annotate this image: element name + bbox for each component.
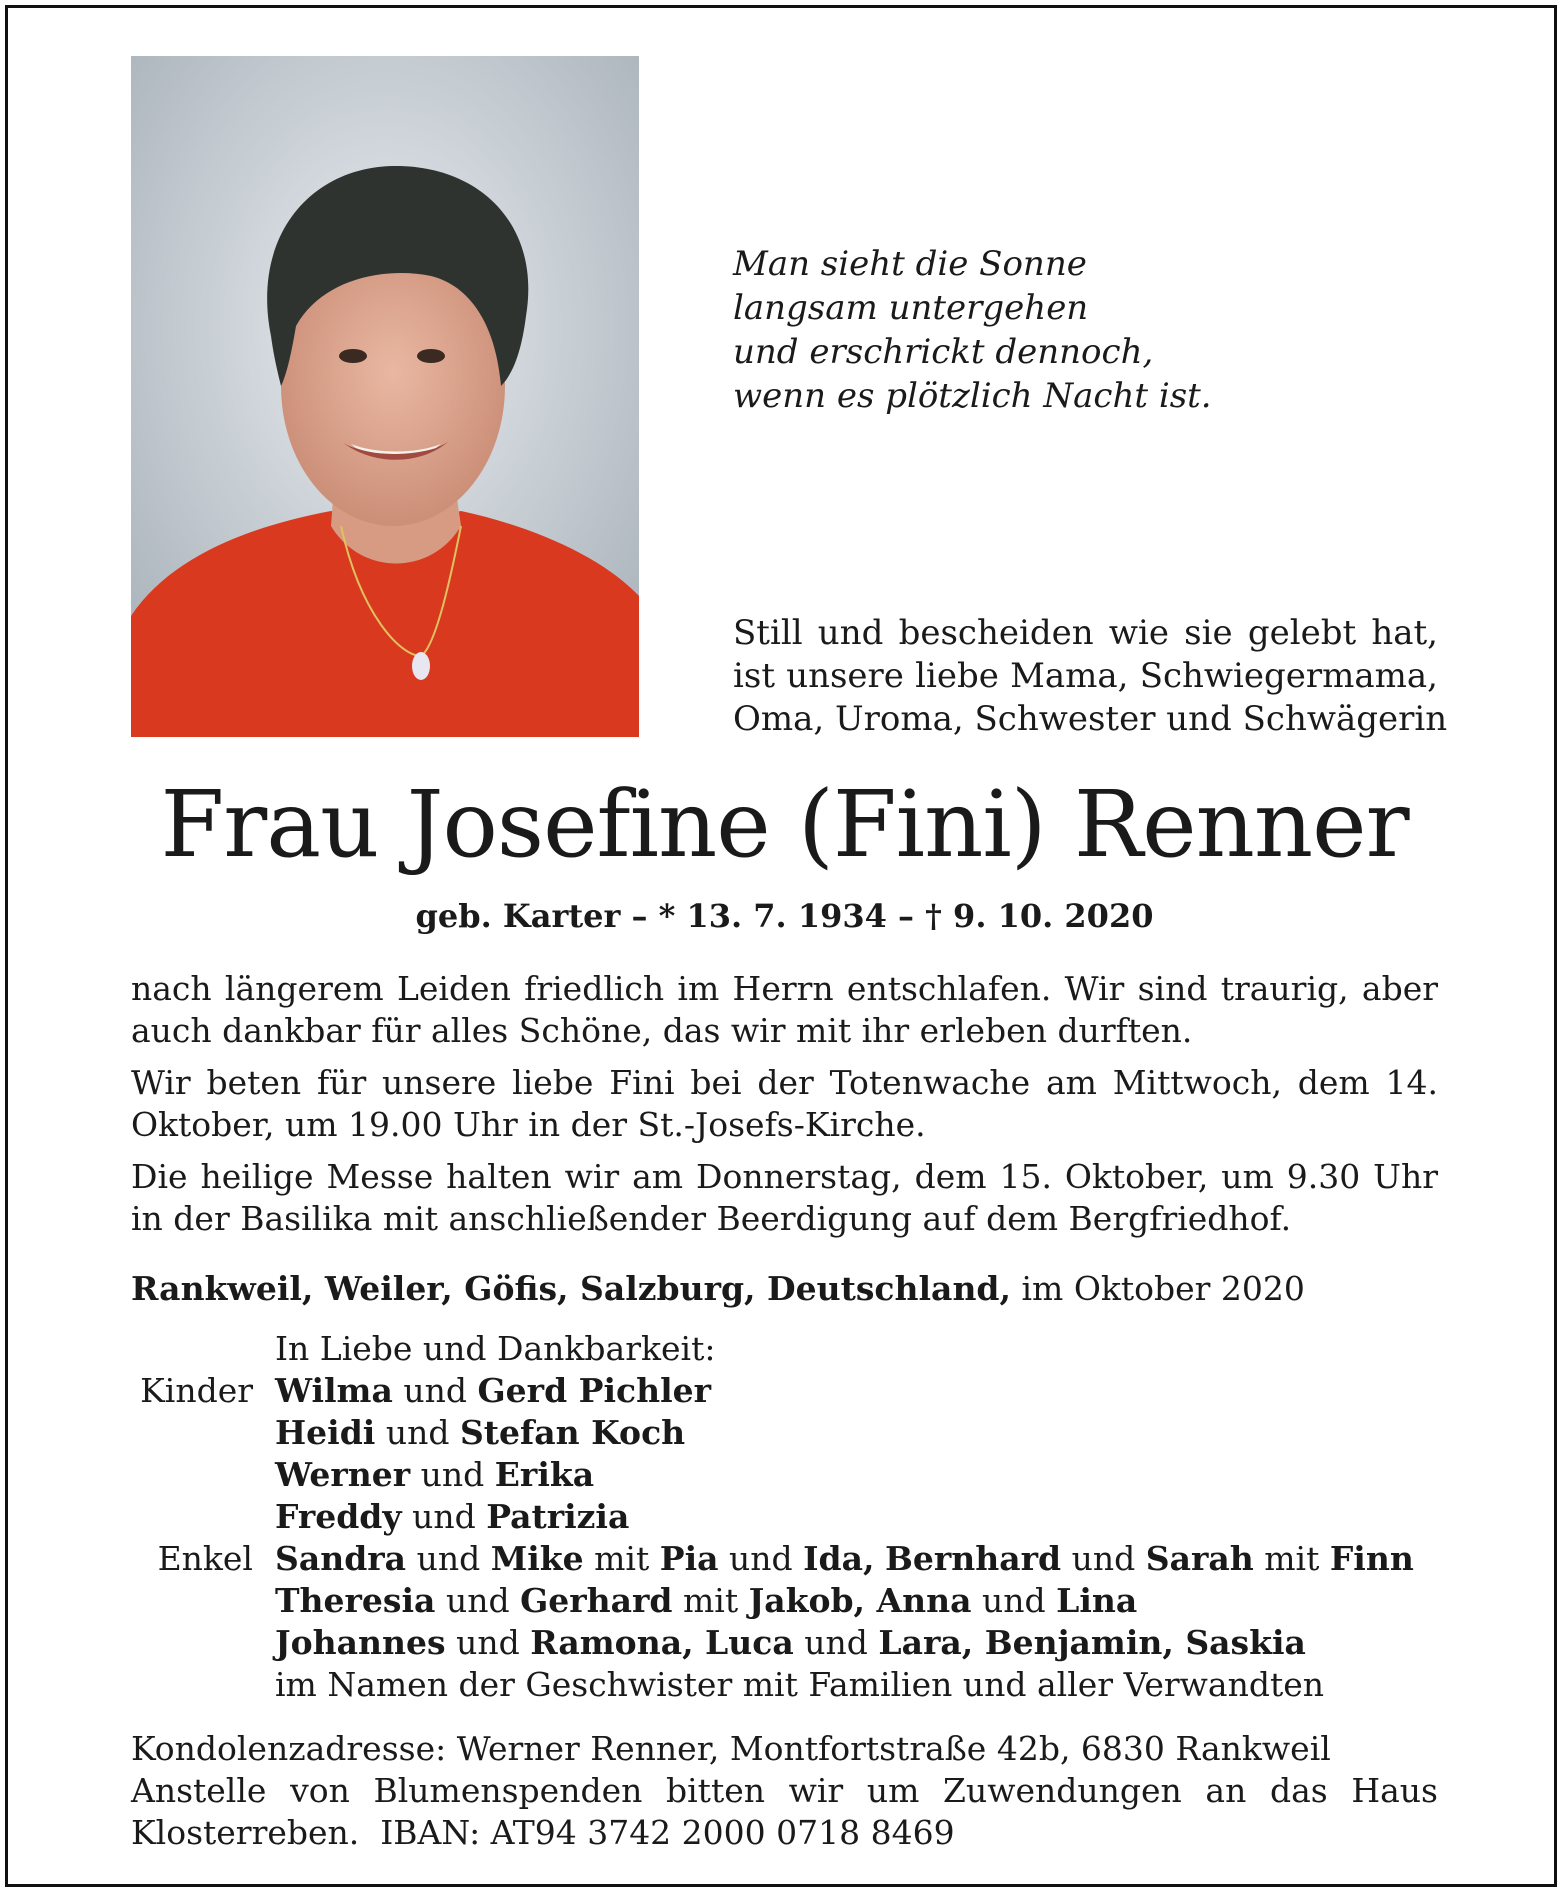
donation-note: Anstelle von Blumenspenden bitten wir um Zuwendungen an das Haus bbox=[131, 1771, 1438, 1810]
intro-text bbox=[733, 612, 1448, 741]
family-line: Sandra und Mike mit Pia und Ida, Bernhard und Sarah mit Finn bbox=[275, 1539, 1414, 1578]
footer-notes bbox=[131, 1728, 1438, 1854]
family-line: Wilma und Gerd Pichler bbox=[275, 1371, 711, 1410]
condolence-address: Kondolenzadresse: Werner Renner, Montfortstraße 42b, 6830 Rankweil bbox=[131, 1729, 1331, 1768]
family-closing: im Namen der Geschwister mit Familien und aller Verwandten bbox=[275, 1665, 1325, 1704]
portrait-photo bbox=[131, 56, 639, 737]
family-line: Theresia und Gerhard mit Jakob, Anna und Lina bbox=[275, 1581, 1138, 1620]
paragraph: nach längerem Leiden friedlich im Herrn entschlafen. Wir sind traurig, aber auch dankbar für alles Schöne, das wir mit ihr erleben durften. bbox=[131, 969, 1438, 1050]
birth-death-dates: geb. Karter – * 13. 7. 1934 – † 9. 10. 2020 bbox=[415, 897, 1154, 935]
intro-line: Still und bescheiden wie sie gelebt hat, bbox=[733, 613, 1438, 653]
family-line: Heidi und Stefan Koch bbox=[275, 1413, 686, 1452]
places-bold: Rankweil, Weiler, Göfis, Salzburg, Deutschland, bbox=[131, 1269, 1011, 1308]
intro-line: Oma, Uroma, Schwester und Schwägerin bbox=[733, 699, 1448, 739]
announcement-body bbox=[131, 968, 1438, 1250]
intro-line: ist unsere liebe Mama, Schwiegermama, bbox=[733, 656, 1438, 696]
deceased-name: Frau Josefine (Fini) Renner bbox=[160, 771, 1409, 878]
poem-line: langsam untergehen bbox=[733, 288, 1089, 328]
family-list bbox=[131, 1328, 1451, 1706]
poem-line: wenn es plötzlich Nacht ist. bbox=[733, 376, 1212, 416]
family-line: Freddy und Patrizia bbox=[275, 1497, 630, 1536]
kinder-label: Kinder bbox=[140, 1371, 253, 1410]
poem-line: und erschrickt dennoch, bbox=[733, 332, 1154, 372]
enkel-label: Enkel bbox=[157, 1539, 253, 1578]
places-date: im Oktober 2020 bbox=[1011, 1269, 1305, 1308]
family-line: Johannes und Ramona, Luca und Lara, Benjamin, Saskia bbox=[275, 1623, 1306, 1662]
iban-line: Klosterreben. IBAN: AT94 3742 2000 0718 8469 bbox=[131, 1813, 955, 1852]
paragraph: Wir beten für unsere liebe Fini bei der Totenwache am Mittwoch, dem 14. Oktober, um 19.00 Uhr in der St.-Josefs-Kirche. bbox=[131, 1063, 1438, 1144]
poem-line: Man sieht die Sonne bbox=[733, 244, 1087, 284]
poem bbox=[733, 242, 1493, 418]
paragraph: Die heilige Messe halten wir am Donnerstag, dem 15. Oktober, um 9.30 Uhr in der Basilika mit anschließender Beerdigung auf dem Bergfriedhof. bbox=[131, 1157, 1438, 1238]
places-line bbox=[131, 1268, 1438, 1310]
family-heading: In Liebe und Dankbarkeit: bbox=[275, 1329, 716, 1368]
family-line: Werner und Erika bbox=[275, 1455, 595, 1494]
